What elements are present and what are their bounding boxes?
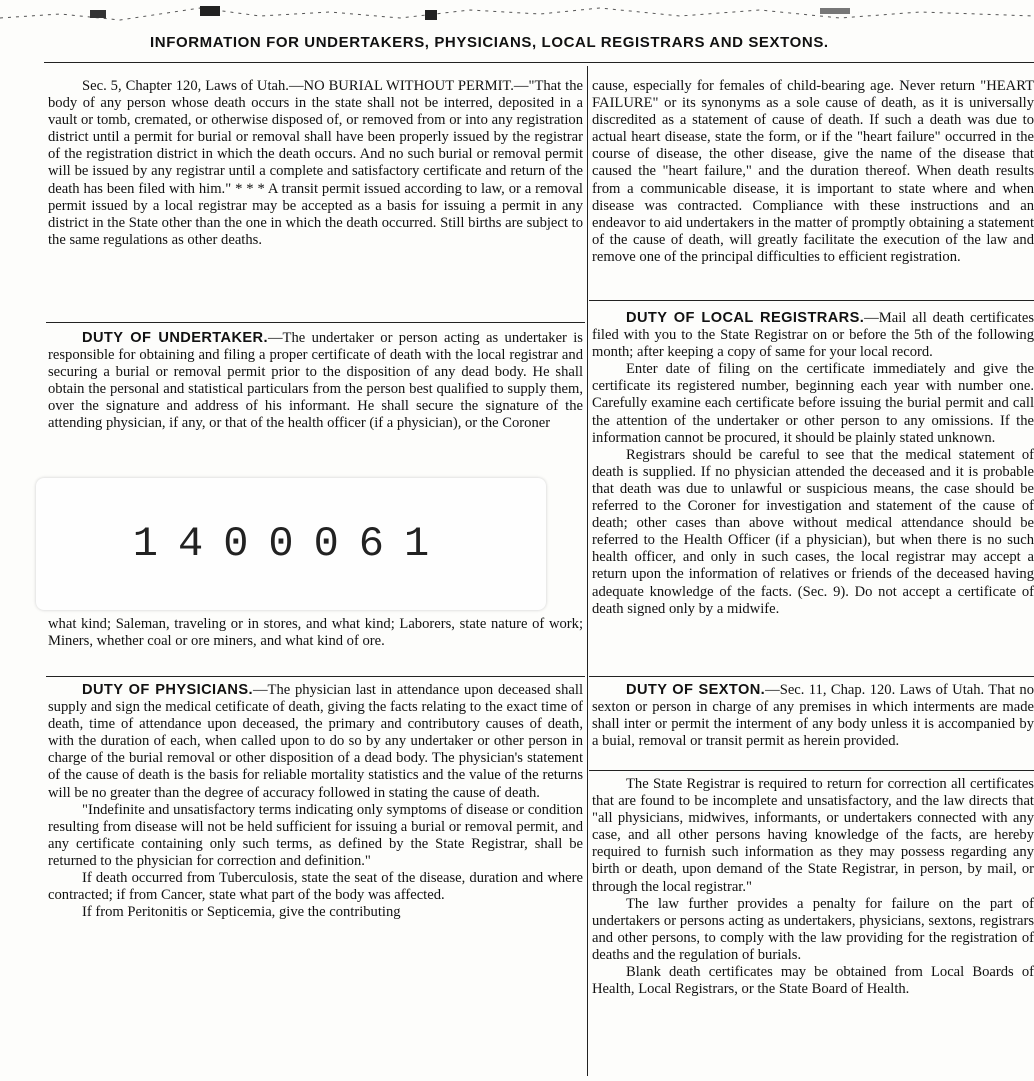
sexton-heading: DUTY OF SEXTON. bbox=[626, 682, 766, 698]
registrars-heading: DUTY OF LOCAL REGISTRARS. bbox=[626, 310, 865, 326]
section-undertaker-tail bbox=[48, 616, 583, 650]
section-heart-failure bbox=[592, 78, 1034, 266]
tuberculosis-text: If death occurred from Tuberculosis, state the seat of the disease, duration and where contracted; if from Cancer, state what part of the body was affected. bbox=[48, 870, 583, 904]
stamp-number-box bbox=[36, 478, 546, 610]
column-divider bbox=[587, 66, 588, 1076]
careful-text: Registrars should be careful to see that the medical statement of death is supplied. If no physician attended the deceased and it is probable that death was due to unlawful or suspicious means, the case should be referred to the Coroner for investigation and statement of the cause of death; other cases than above without medical attendance should be referred to the Health Officer (if a physician), but when there is no such health officer, and only in such cases, the local registrar may accept a return upon the information of relatives or friends of the deceased having adequate knowledge of the facts. (Sec. 9). Do not accept a certificate of death signed only by a midwife. bbox=[592, 446, 1034, 617]
section-state-registrar bbox=[592, 776, 1034, 998]
physicians-heading: DUTY OF PHYSICIANS. bbox=[82, 682, 253, 698]
section-rule bbox=[589, 300, 1034, 301]
section-rule bbox=[589, 676, 1034, 677]
peritonitis-text: If from Peritonitis or Septicemia, give the contributing bbox=[82, 904, 401, 921]
indefinite-terms-text: "Indefinite and unsatisfactory terms indicating only symptoms of disease or condition resulting from disease will not be held sufficient for issuing a burial or removal permit, and any certificate containing only such terms, as defined by the State Registrar, shall be returned to the physician for correction and definition." bbox=[48, 801, 583, 869]
physicians-text: —The physician last in attendance upon deceased shall supply and sign the medical cetificate of death, giving the facts relating to the exact time of death, time of attendance upon deceased, the primary and contributory causes of death, with the duration of each, when called upon to do so by any undertaker or other person in charge of the burial removal or other disposition of a dead body. The physician's statement of the cause of death is the basis for reliable mortality statistics and the value of the returns will be no greater than the degree of accuracy followed in stating the cause of death. bbox=[48, 682, 583, 801]
section-physicians bbox=[48, 682, 583, 921]
sec5-text: Sec. 5, Chapter 120, Laws of Utah.—NO BURIAL WITHOUT PERMIT.—"That the body of any person whose death occurs in the state shall not be interred, deposited in a vault or tomb, cremated, or otherwise disposed of, or removed from or into any registration district until a permit for burial or removal shall have been properly issued by the registrar of the registration district in which the death occurs. And no such burial or removal permit will be issued by any registrar until a complete and satisfactory certificate and return of the death has been filed with him." * * * A transit permit issued according to law, or a removal permit issued by a local registrar may be accepted as a basis for issuing a permit in any district in the State other than the one in which the death occurred. Still births are subject to the same regulations as other deaths. bbox=[48, 78, 583, 248]
registrars-text: —Mail all death certificates filed with you to the State Registrar on or before the 5th of the following month; after keeping a copy of same for your local record. bbox=[592, 310, 1034, 361]
page-title: INFORMATION FOR UNDERTAKERS, PHYSICIANS, LOCAL REGISTRARS AND SEXTONS. bbox=[150, 34, 829, 51]
undertaker-text: —The undertaker or person acting as undertaker is responsible for obtaining and filing a proper certificate of death with the local registrar and securing a burial or removal permit prior to the disposition of any dead body. He shall obtain the personal and statistical particulars from the person best qualified to supply them, over the signature and address of his informant. He shall secure the signature of the attending physician, if any, or that of the health officer (if a physician), or the Coroner bbox=[48, 330, 583, 432]
section-local-registrars bbox=[592, 310, 1034, 618]
undertaker-heading: DUTY OF UNDERTAKER. bbox=[82, 330, 268, 346]
section-rule bbox=[46, 322, 585, 323]
top-rule bbox=[44, 62, 1034, 63]
blank-certificates-text: Blank death certificates may be obtained from Local Boards of Health, Local Registrars, or the State Board of Health. bbox=[592, 964, 1034, 998]
state-registrar-text: The State Registrar is required to return for correction all certificates that are found to be incomplete and unsatisfactory, and the law directs that "all physicians, midwives, informants, or undertakers connected with any case, and all other persons having knowledge of the facts, are hereby required to furnish such information as they may possess regarding any birth or death, upon demand of the State Registrar, in person, by mail, or through the local registrar." bbox=[592, 776, 1034, 895]
undertaker-tail-text: what kind; Saleman, traveling or in stores, and what kind; Laborers, state nature of work; Miners, whether coal or ore miners, and what kind of ore. bbox=[48, 616, 583, 650]
scan-noise bbox=[0, 0, 1034, 30]
section-sexton bbox=[592, 682, 1034, 750]
cause-text: cause, especially for females of child-bearing age. Never return "HEART FAILURE" or its synonyms as a sole cause of death, as it is universally discredited as a statement of cause of death. If such a death was due to actual heart disease, state the form, or if the "heart failure" occurred in the course of disease, the other disease, give the name of the disease that caused the "heart failure," and the duration thereof. When death results from a communicable disease, it is important to state where and when disease was contracted. Compliance with these instructions and an endeavor to aid undertakers in the matter of promptly obtaining a statement of the cause of death, will greatly facilitate the execution of the law and remove one of the principal difficulties to efficient registration. bbox=[592, 78, 1034, 265]
section-rule bbox=[589, 770, 1034, 771]
section-rule bbox=[46, 676, 585, 677]
section-undertaker bbox=[48, 330, 583, 480]
sexton-text: —Sec. 11, Chap. 120. Laws of Utah. That no sexton or person in charge of any premises in which interments are made shall inter or permit the interment of any body unless it is accompanied by a buial, removal or transit permit as herein provided. bbox=[592, 682, 1034, 750]
penalty-text: The law further provides a penalty for failure on the part of undertakers or persons acting as undertakers, physicians, sextons, registrars and other persons, to comply with the law providing for the registration of deaths and the regulation of burials. bbox=[592, 895, 1034, 963]
section-burial-permit bbox=[48, 78, 583, 249]
enter-date-text: Enter date of filing on the certificate immediately and give the certificate its registered number, beginning each year with number one. Carefully examine each certificate before issuing the burial permit and call the attention of the undertaker or other person to any omissions. If the information cannot be procured, it should be plainly stated unknown. bbox=[592, 361, 1034, 446]
stamp-number: 1400061 bbox=[132, 520, 450, 568]
